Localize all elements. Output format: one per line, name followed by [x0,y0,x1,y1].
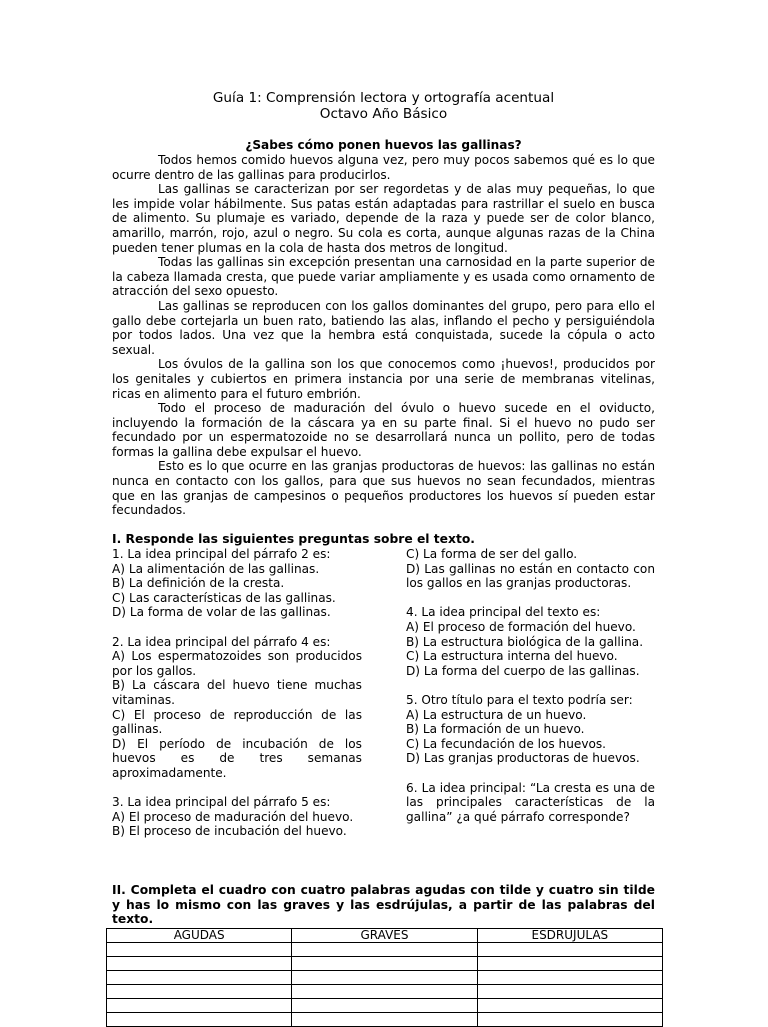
table-cell [477,1013,662,1027]
table-row [107,943,663,957]
table-cell [107,999,292,1013]
paragraph-3: Todas las gallinas sin excepción presentan una carnosidad en la parte superior de la cabeza llamada cresta, que puede variar ampliamente y es usada como ornamento de atracción del sexo opuesto. [112,255,655,299]
section-2-heading: II. Completa el cuadro con cuatro palabras agudas con tilde y cuatro sin tilde y has lo mismo con las graves y las esdrújulas, a partir de las palabras del texto. [112,883,655,927]
question-4 [406,605,655,678]
questions-right-column [406,547,655,839]
option-d: D) Las gallinas no están en contacto con los gallos en las granjas productoras. [406,561,655,591]
worksheet-title [112,90,655,122]
option-a: A) La estructura de un huevo. [406,707,587,722]
option-c: C) La fecundación de los huevos. [406,736,607,751]
question-3 [112,795,362,839]
table-header-row [107,929,663,943]
title-line-2: Octavo Año Básico [319,106,448,122]
question-6 [406,781,655,825]
option-c: C) La estructura interna del huevo. [406,649,618,664]
option-b: B) La formación de un huevo. [406,722,585,737]
option-a: A) El proceso de maduración del huevo. [112,809,354,824]
question-5 [406,693,655,766]
title-line-1: Guía 1: Comprensión lectora y ortografía acentual [212,90,555,106]
question-stem: 3. La idea principal del párrafo 5 es: [112,795,331,810]
option-a: A) Los espermatozoides son producidos por los gallos. [112,649,362,678]
option-b: B) La definición de la cresta. [112,576,285,591]
question-stem: 4. La idea principal del texto es: [406,605,601,620]
table-cell [477,985,662,999]
table-row [107,985,663,999]
option-c: C) Las características de las gallinas. [112,590,336,605]
option-d: D) Las granjas productoras de huevos. [406,751,640,766]
option-c: C) El proceso de reproducción de las gallinas. [112,707,362,737]
table-cell [292,985,477,999]
table-row [107,1013,663,1027]
table-cell [292,1013,477,1027]
table-cell [477,943,662,957]
table-row [107,957,663,971]
table-cell [292,999,477,1013]
word-classification-table [106,928,663,1027]
option-a: A) La alimentación de las gallinas. [112,561,320,576]
option-d: D) La forma del cuerpo de las gallinas. [406,663,640,678]
option-d: D) El período de incubación de los huevos es de tres semanas aproximadamente. [112,736,362,780]
paragraph-4: Las gallinas se reproducen con los gallos dominantes del grupo, pero para ello el gallo debe cortejarla un buen rato, batiendo las alas, inflando el pecho y persiguiéndola por todos lados. Una vez que la hembra está conquistada, sucede la cópula o acto sexual. [112,298,655,357]
table-cell [292,971,477,985]
table-cell [107,943,292,957]
reading-text [112,153,655,518]
option-c: C) La forma de ser del gallo. [406,547,578,561]
table-row [107,999,663,1013]
option-d: D) La forma de volar de las gallinas. [112,605,331,620]
table-cell [107,957,292,971]
reading-heading: ¿Sabes cómo ponen huevos las gallinas? [245,138,522,152]
question-stem: 2. La idea principal del párrafo 4 es: [112,634,331,649]
question-1 [112,547,362,620]
question-stem: 6. La idea principal: “La cresta es una de las principales características de la gallina” ¿a qué párrafo corresponde? [406,780,655,824]
question-3-continued [406,547,655,591]
table-cell [107,971,292,985]
paragraph-7: Esto es lo que ocurre en las granjas productoras de huevos: las gallinas no están nunca en contacto con los gallos, para que sus huevos no sean fecundados, mientras que en las granjas de campesinos o pequeños productores los huevos sí pueden estar fecundados. [112,459,655,518]
column-header-graves: GRAVES [292,929,477,943]
table-cell [477,957,662,971]
table-cell [477,999,662,1013]
table-cell [292,957,477,971]
questions-left-column [112,547,362,853]
table-cell [107,985,292,999]
question-2 [112,635,362,781]
paragraph-6: Todo el proceso de maduración del óvulo o huevo sucede en el oviducto, incluyendo la formación de la cáscara ya en su parte final. Si el huevo no pudo ser fecundado por un espermatozoide no se desarrollará nunca un pollito, pero de todas formas la gallina debe expulsar el huevo. [112,401,655,459]
option-b: B) El proceso de incubación del huevo. [112,824,347,839]
table-cell [477,971,662,985]
option-a: A) El proceso de formación del huevo. [406,619,636,634]
question-stem: 5. Otro título para el texto podría ser: [406,692,633,707]
question-stem: 1. La idea principal del párrafo 2 es: [112,547,331,561]
column-header-agudas: AGUDAS [107,929,292,943]
option-b: B) La estructura biológica de la gallina. [406,634,644,649]
section-1-heading: I. Responde las siguientes preguntas sobre el texto. [112,532,475,546]
table-cell [107,1013,292,1027]
column-header-esdrujulas: ESDRUJULAS [477,929,662,943]
table-cell [292,943,477,957]
paragraph-2: Las gallinas se caracterizan por ser regordetas y de alas muy pequeñas, lo que les impide volar hábilmente. Sus patas están adaptadas para rastrillar el suelo en busca de alimento. Su plumaje es variado, depende de la raza y puede ser de color blanco, amarillo, marrón, rojo, azul o negro. Su cola es corta, aunque algunas razas de la China pueden tener plumas en la cola de hasta dos metros de longitud. [112,182,655,255]
option-b: B) La cáscara del huevo tiene muchas vitaminas. [112,678,362,707]
table-row [107,971,663,985]
paragraph-1: Todos hemos comido huevos alguna vez, pero muy pocos sabemos qué es lo que ocurre dentro de las gallinas para producirlos. [112,153,655,182]
paragraph-5: Los óvulos de la gallina son los que conocemos como ¡huevos!, producidos por los genitales y cubiertos en primera instancia por una serie de membranas vitelinas, ricas en alimento para el futuro embrión. [112,357,655,401]
